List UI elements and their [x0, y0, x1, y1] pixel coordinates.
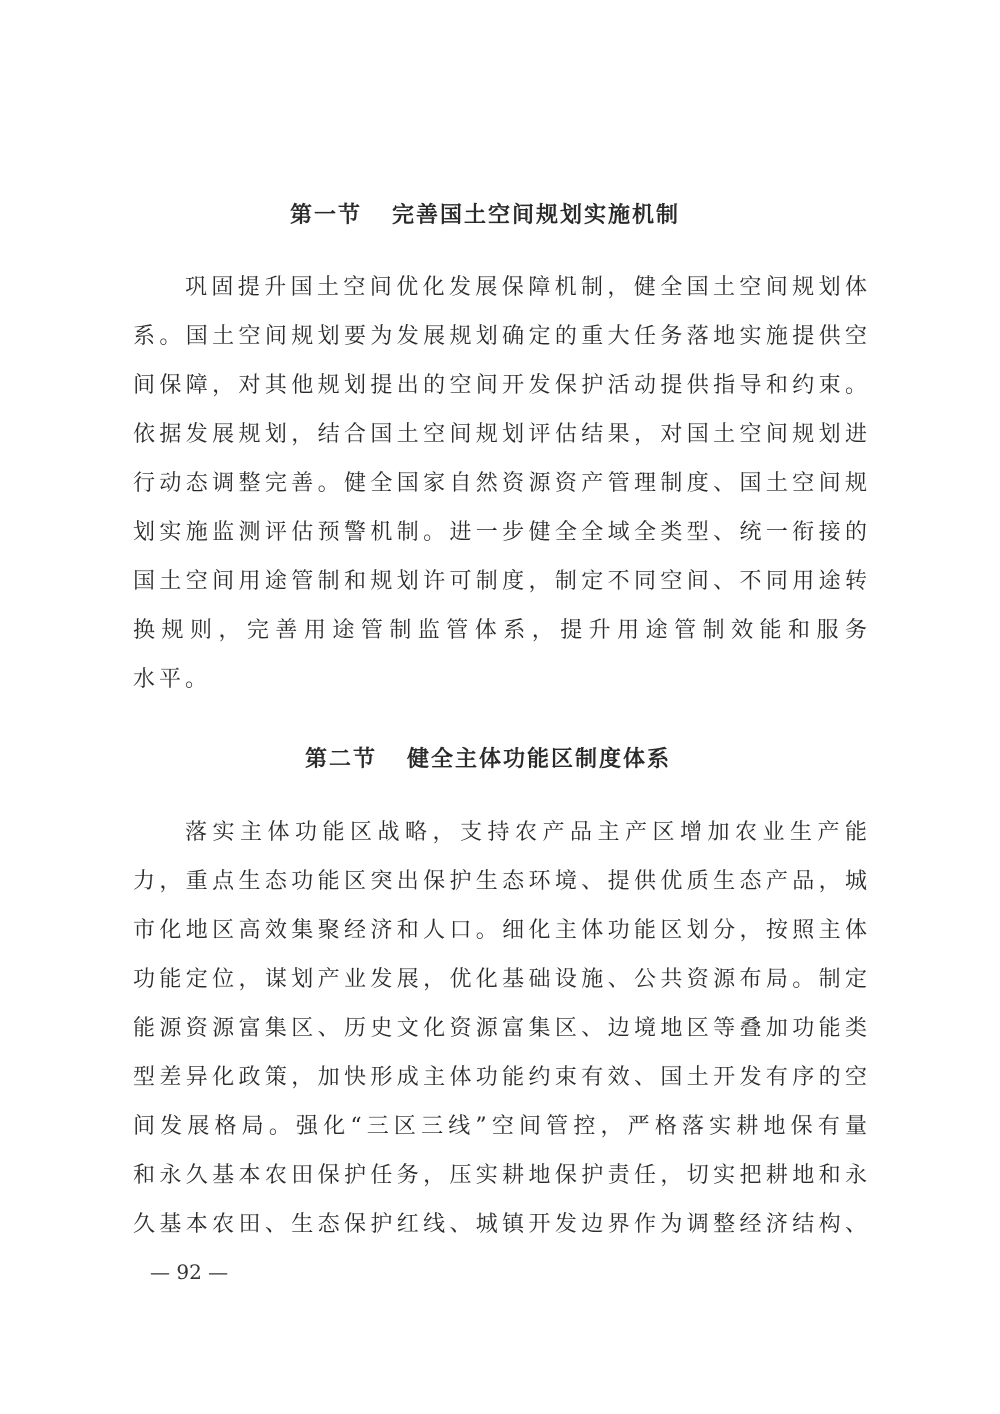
- paragraph-line: 力，重点生态功能区突出保护生态环境、提供优质生态产品，城: [133, 869, 867, 894]
- paragraph-line: 能源资源富集区、历史文化资源富集区、边境地区等叠加功能类: [133, 1016, 867, 1041]
- section-1-heading: [290, 198, 680, 229]
- section-1-title: 完善国土空间规划实施机制: [392, 202, 681, 228]
- paragraph-line: 落实主体功能区战略，支持农产品主产区增加农业生产能: [185, 820, 867, 845]
- paragraph-line: 型差异化政策，加快形成主体功能约束有效、国土开发有序的空: [133, 1065, 867, 1090]
- paragraph-line: 久基本农田、生态保护红线、城镇开发边界作为调整经济结构、: [133, 1212, 867, 1237]
- paragraph-line: 巩固提升国土空间优化发展保障机制，健全国土空间规划体: [185, 275, 867, 300]
- paragraph-line: 依据发展规划，结合国土空间规划评估结果，对国土空间规划进: [133, 422, 867, 447]
- paragraph-line: 功能定位，谋划产业发展，优化基础设施、公共资源布局。制定: [133, 967, 867, 992]
- paragraph-line: 和永久基本农田保护任务，压实耕地保护责任，切实把耕地和永: [133, 1163, 867, 1188]
- paragraph-line: 市化地区高效集聚经济和人口。细化主体功能区划分，按照主体: [133, 918, 867, 943]
- section-2-heading: [305, 742, 671, 773]
- paragraph-line: 国土空间用途管制和规划许可制度，制定不同空间、不同用途转: [133, 569, 867, 594]
- paragraph-line: 间保障，对其他规划提出的空间开发保护活动提供指导和约束。: [133, 373, 867, 398]
- paragraph-line: 间发展格局。强化“三区三线”空间管控，严格落实耕地保有量: [133, 1114, 867, 1139]
- paragraph-line: 行动态调整完善。健全国家自然资源资产管理制度、国土空间规: [133, 471, 867, 496]
- paragraph-line: 划实施监测评估预警机制。进一步健全全域全类型、统一衔接的: [133, 520, 867, 545]
- page-number: — 92 —: [150, 1260, 229, 1284]
- paragraph-line: 水平。: [133, 667, 212, 692]
- section-2-number: 第二节: [305, 746, 378, 772]
- section-2-title: 健全主体功能区制度体系: [407, 746, 672, 772]
- section-1-number: 第一节: [290, 202, 363, 228]
- paragraph-line: 系。国土空间规划要为发展规划确定的重大任务落地实施提供空: [133, 324, 867, 349]
- paragraph-line: 换规则，完善用途管制监管体系，提升用途管制效能和服务: [133, 618, 867, 643]
